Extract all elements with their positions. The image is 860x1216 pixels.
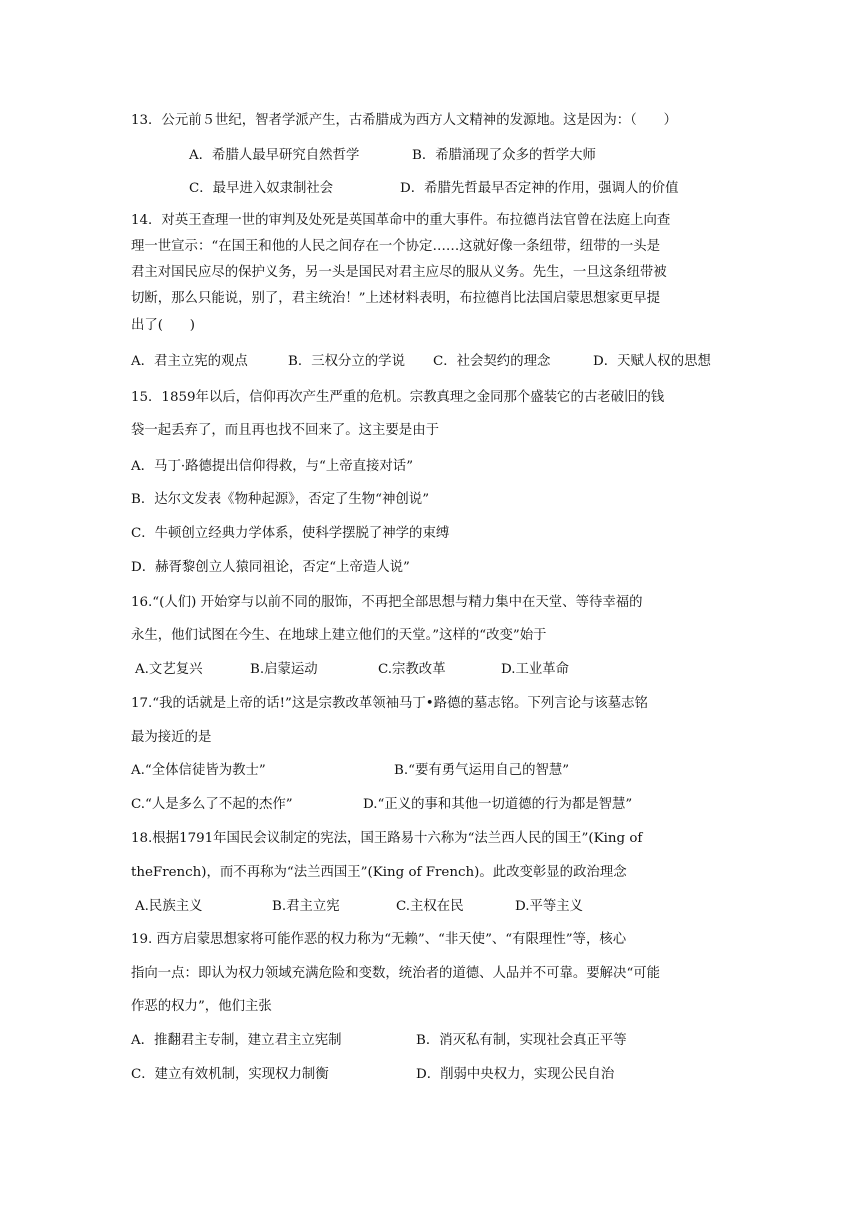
question-19-option-c: C．建立有效机制，实现权力制衡 (131, 1067, 329, 1082)
question-14-stem-line-3: 君主对国民应尽的保护义务，另一头是国民对君主应尽的服从义务。先生，一旦这条纽带被 (131, 265, 667, 280)
question-19-stem-line-1: 19. 西方启蒙思想家将可能作恶的权力称为“无赖”、“非天使”、“有限理性”等，核心 (131, 932, 627, 947)
question-13-option-a: A．希腊人最早研究自然哲学 (189, 148, 360, 163)
question-13-option-d: D．希腊先哲最早否定神的作用，强调人的价值 (400, 181, 679, 196)
question-15-option-d: D．赫胥黎创立人猿同祖论，否定“上帝造人说” (131, 560, 410, 575)
question-14-option-c: C．社会契约的理念 (433, 354, 551, 369)
question-13-option-c: C．最早进入奴隶制社会 (189, 181, 334, 196)
question-16-option-c: C.宗教改革 (378, 662, 446, 677)
question-16-option-b: B.启蒙运动 (250, 662, 318, 677)
question-14-option-a: A．君主立宪的观点 (131, 354, 248, 369)
question-14-option-d: D．天赋人权的思想 (593, 354, 711, 369)
question-15-option-c: C．牛顿创立经典力学体系，使科学摆脱了神学的束缚 (131, 526, 450, 541)
question-19-stem-line-3: 作恶的权力”，他们主张 (131, 999, 272, 1014)
question-16-option-a: A.文艺复兴 (135, 662, 203, 677)
question-17-option-c: C.“人是多么了不起的杰作” (131, 797, 293, 812)
question-19-option-d: D．削弱中央权力，实现公民自治 (416, 1067, 615, 1082)
question-16-stem-line-1: 16.“(人们) 开始穿与以前不同的服饰，不再把全部思想与精力集中在天堂、等待幸福的 (131, 595, 643, 610)
question-18-option-c: C.主权在民 (396, 899, 464, 914)
question-15-stem-line-1: 15．1859年以后，信仰再次产生严重的危机。宗教真理之金同那个盛装它的古老破旧的钱 (131, 390, 665, 405)
question-14-stem-line-1: 14．对英王查理一世的审判及处死是英国革命中的重大事件。布拉德肖法官曾在法庭上向查 (131, 213, 671, 228)
question-13-option-b: B．希腊涌现了众多的哲学大师 (412, 148, 596, 163)
question-15-option-b: B．达尔文发表《物种起源》，否定了生物“神创说” (131, 492, 430, 507)
question-17-option-d: D.“正义的事和其他一切道德的行为都是智慧” (363, 797, 633, 812)
question-18-option-a: A.民族主义 (135, 899, 203, 914)
question-16-option-d: D.工业革命 (501, 662, 570, 677)
question-14-stem-line-5: 出了( ) (131, 318, 196, 333)
question-13-stem-line-1: 13．公元前５世纪，智者学派产生，古希腊成为西方人文精神的发源地。这是因为：（ ） (131, 113, 677, 128)
question-14-option-b: B．三权分立的学说 (288, 354, 405, 369)
question-15-stem-line-2: 袋一起丢弃了，而且再也找不回来了。这主要是由于 (131, 423, 439, 438)
question-16-stem-line-2: 永生，他们试图在今生、在地球上建立他们的天堂。”这样的“改变”始于 (131, 628, 547, 643)
question-18-stem-line-2: theFrench)，而不再称为“法兰西国王”(King of French)。此改变彰显的政治理念 (131, 865, 627, 880)
question-18-option-b: B.君主立宪 (272, 899, 340, 914)
question-17-option-a: A.“全体信徒皆为教士” (131, 763, 266, 778)
question-18-stem-line-1: 18.根据1791年国民会议制定的宪法，国王路易十六称为“法兰西人民的国王”(King of (131, 831, 643, 846)
question-19-option-b: B．消灭私有制，实现社会真正平等 (416, 1033, 627, 1048)
question-14-stem-line-2: 理一世宣示：“在国王和他的人民之间存在一个协定……这就好像一条纽带，纽带的一头是 (131, 239, 661, 254)
question-18-option-d: D.平等主义 (515, 899, 584, 914)
question-17-option-b: B.“要有勇气运用自己的智慧” (394, 763, 570, 778)
question-19-option-a: A．推翻君主专制，建立君主立宪制 (131, 1033, 342, 1048)
question-17-stem-line-1: 17.“我的话就是上帝的话!”这是宗教改革领袖马丁•路德的墓志铭。下列言论与该墓志铭 (131, 696, 648, 711)
question-17-stem-line-2: 最为接近的是 (131, 730, 212, 745)
question-19-stem-line-2: 指向一点：即认为权力领域充满危险和变数，统治者的道德、人品并不可靠。要解决“可能 (131, 966, 661, 981)
question-15-option-a: A．马丁·路德提出信仰得救，与“上帝直接对话” (131, 459, 414, 474)
question-14-stem-line-4: 切断，那么只能说，别了，君主统治！”上述材料表明，布拉德肖比法国启蒙思想家更早提 (131, 291, 661, 306)
